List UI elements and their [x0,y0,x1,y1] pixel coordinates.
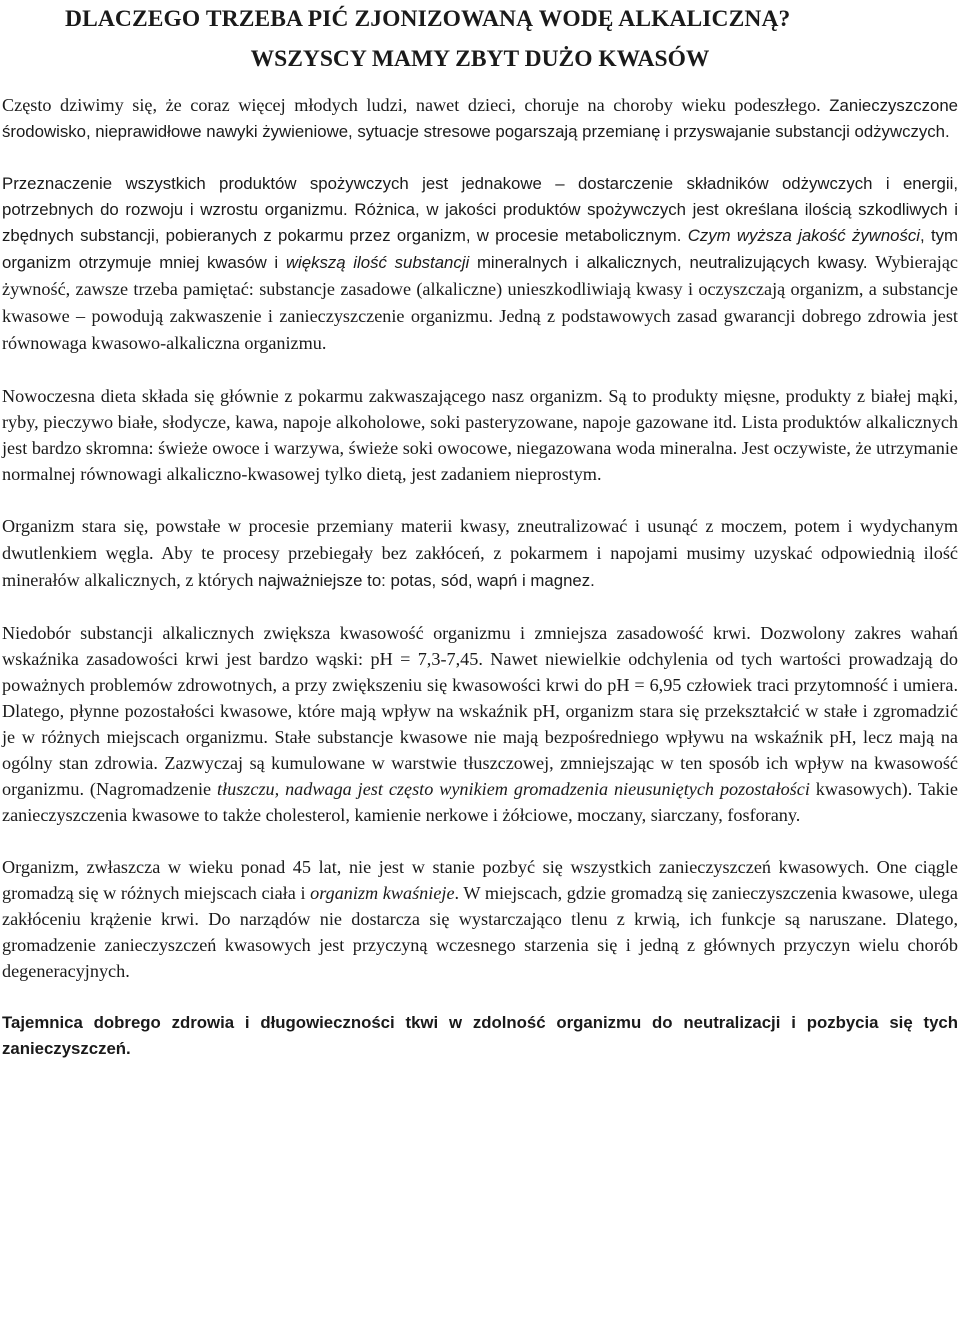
paragraph-3 [2,383,958,487]
paragraph-7-conclusion [2,1010,958,1062]
page-subtitle: WSZYSCY MAMY ZBYT DUŻO KWASÓW [250,46,710,72]
paragraph-2-sentence-3b: mineralnych i alkalicznych, neutralizujących kwasy. [469,253,876,272]
paragraph-2-italic-2: większą ilość substancji [285,253,470,272]
paragraph-6-text-2: . W miejscach, gdzie gromadzą się zanieczyszczenia kwasowe, ulega zakłóceniu krążenie krwi. Do narządów nie dostarcza się wystarczająco tlenu z krwią, ich funkcje są naruszane. Dlatego, gromadzenie zanieczyszczeń kwasowych jest przyczyną wczesnego starzenia się i jedną z głównych przyczyn wielu chorób degeneracyjnych. [2,883,958,981]
paragraph-2-sentence-3: , tym organizm otrzymuje mniej kwasów i [2,226,958,272]
paragraph-4-text: Organizm stara się, powstałe w procesie przemiany materii kwasy, zneutralizować i usunąć z moczem, potem i wydychanym dwutlenkiem węgla. Aby te procesy przebiegały bez zakłóceń, z pokarmem i napojami musimy uzyskać odpowiednią ilość minerałów alkalicznych, z których [2,516,958,590]
paragraph-1-sentence-1: Często dziwimy się, że coraz więcej młodych ludzi, nawet dzieci, choruje na choroby wieku podeszłego. [2,95,830,115]
paragraph-6 [2,854,958,984]
paragraph-5 [2,620,958,828]
paragraph-4-text-2: najważniejsze to: potas, sód, wapń i magnez. [258,571,595,590]
paragraph-2 [2,171,958,357]
paragraph-1-sentence-2: Zanieczyszczone środowisko, nieprawidłowe nawyki żywieniowe, sytuacje stresowe pogarszają przemianę i przyswajanie substancji odżywczych. [2,96,958,141]
paragraph-7-text: Tajemnica dobrego zdrowia i długowieczności tkwi w zdolność organizmu do neutralizacji i pozbycia się tych zanieczyszczeń. [2,1013,958,1058]
paragraph-4 [2,513,958,594]
page-title: DLACZEGO TRZEBA PIĆ ZJONIZOWANĄ WODĘ ALKALICZNĄ? [65,6,791,32]
paragraph-1 [2,92,958,145]
paragraph-5-italic: tłuszczu, nadwaga jest często wynikiem gromadzenia nieusuniętych pozostałości [217,779,810,799]
paragraph-2-italic-1: Czym wyższa jakość żywności [687,226,921,245]
paragraph-5-text-2: kwasowych). Takie zanieczyszczenia kwasowe to także cholesterol, kamienie nerkowe i żółciowe, moczany, siarczany, fosforany. [2,779,958,825]
paragraph-2-sentence-2: Różnica, w jakości produktów spożywczych jest określana ilością szkodliwych i zbędnych substancji, pobieranych z pokarmu przez organizm, w procesie metabolicznym. [2,200,958,245]
paragraph-6-italic: organizm kwaśnieje [310,883,455,903]
paragraph-6-text: Organizm, zwłaszcza w wieku ponad 45 lat, nie jest w stanie pozbyć się wszystkich zanieczyszczeń kwasowych. One ciągle gromadzą się w różnych miejscach ciała i [2,857,958,903]
paragraph-2-sentence-4: Wybierając żywność, zawsze trzeba pamiętać: substancje zasadowe (alkaliczne) unieszkodliwiają kwasy i oczyszczają organizm, a substancje kwasowe – powodują zakwaszenie i zanieczyszczenie organizmu. Jedną z podstawowych zasad gwarancji dobrego zdrowia jest równowaga kwasowo-alkaliczna organizmu. [2,252,958,353]
paragraph-3-text: Nowoczesna dieta składa się głównie z pokarmu zakwaszającego nasz organizm. Są to produkty mięsne, produkty z białej mąki, ryby, pieczywo białe, słodycze, kawa, napoje alkoholowe, soki pasteryzowane, napoje gazowane itd. Lista produktów alkalicznych jest bardzo skromna: świeże owoce i warzywa, świeże soki owocowe, niegazowana woda mineralna. Jest oczywiste, że utrzymanie normalnej równowagi alkaliczno-kwasowej tylko dietą, jest zadaniem nieprostym. [2,386,958,484]
paragraph-5-text: Niedobór substancji alkalicznych zwiększa kwasowość organizmu i zmniejsza zasadowość krwi. Dozwolony zakres wahań wskaźnika zasadowości krwi jest bardzo wąski: pH = 7,3-7,45. Nawet niewielkie odchylenia od tych wartości prowadzają do poważnych problemów zdrowotnych, a przy zwiększeniu się kwasowości krwi do pH = 6,95 człowiek traci przytomność i umiera. Dlatego, płynne pozostałości kwasowe, które mają wpływ na wskaźnik pH, organizm stara się przekształcić w stałe i zgromadzić je w różnych miejscach organizmu. Stałe substancje kwasowe nie mają bezpośredniego wpływu na wskaźnik pH, lecz mają na ogólny stan zdrowia. Zazwyczaj są kumulowane w warstwie tłuszczowej, zmniejszając w ten sposób ich wpływ na kwasowość organizmu. (Nagromadzenie [2,623,958,799]
paragraph-2-sentence-1: Przeznaczenie wszystkich produktów spożywczych jest jednakowe – dostarczenie składników odżywczych i energii, potrzebnych do rozwoju i wzrostu organizmu. [2,174,958,219]
